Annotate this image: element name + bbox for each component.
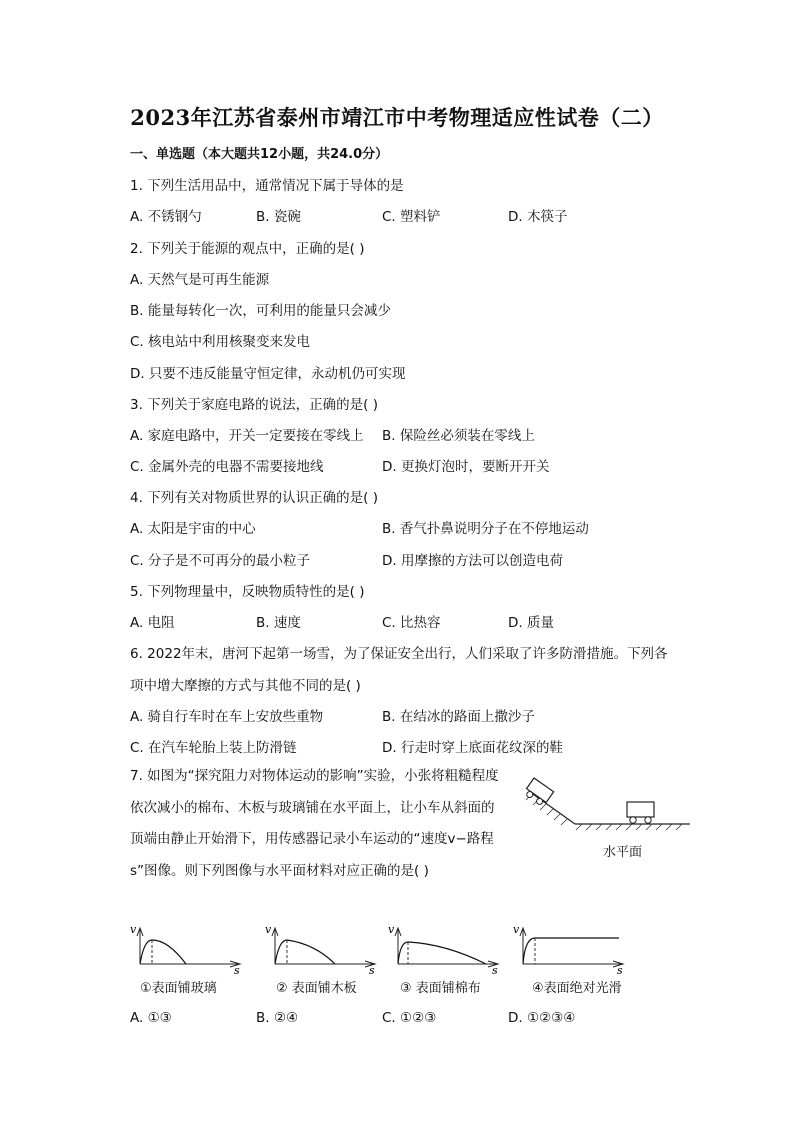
- graph-1-axis-s: s: [234, 964, 240, 977]
- v-s-graphs: [128, 922, 648, 978]
- q2-option-c: C. 核电站中利用核聚变来发电: [130, 334, 311, 350]
- question-1-stem: 1. 下列生活用品中，通常情况下属于导体的是: [130, 178, 404, 194]
- graph-3-axis-s: s: [492, 964, 498, 977]
- incline-ramp-figure: [520, 772, 700, 836]
- question-6-stem-line1: 6. 2022年末，唐河下起第一场雪，为了保证安全出行，人们采取了许多防滑措施。下列各: [130, 646, 668, 662]
- q2-option-a: A. 天然气是可再生能源: [130, 272, 270, 288]
- graph-3-cotton: [388, 923, 498, 977]
- q1-option-b: B. 瓷碗: [256, 209, 301, 225]
- question-6-stem-line2: 项中增大摩擦的方式与其他不同的是( ): [130, 678, 361, 694]
- graph-1-glass: [130, 923, 240, 977]
- q4-option-d: D. 用摩擦的方法可以创造电荷: [382, 553, 563, 569]
- q3-option-a: A. 家庭电路中，开关一定要接在零线上: [130, 428, 364, 444]
- q5-option-c: C. 比热容: [382, 615, 441, 631]
- q6-option-c: C. 在汽车轮胎上装上防滑链: [130, 740, 297, 756]
- q2-option-b: B. 能量每转化一次，可利用的能量只会减少: [130, 303, 391, 319]
- q4-option-b: B. 香气扑鼻说明分子在不停地运动: [382, 521, 589, 537]
- graph-3-caption: ③ 表面铺棉布: [400, 981, 481, 996]
- q3-option-d: D. 更换灯泡时，要断开开关: [382, 459, 550, 475]
- graph-4-frictionless: [513, 923, 623, 977]
- q3-option-c: C. 金属外壳的电器不需要接地线: [130, 459, 324, 475]
- question-4-stem: 4. 下列有关对物质世界的认识正确的是( ): [130, 490, 378, 506]
- q7-option-c: C. ①②③: [382, 1010, 437, 1026]
- question-7-stem: 7. 如图为“探究阻力对物体运动的影响”实验，小张将粗糙程度依次减小的棉布、木板与玻璃铺在水平面上，让小车从斜面的顶端由静止开始滑下，用传感器记录小车运动的“速度v−路程s”图像。则下列图像与水平面材料对应正确的是( ): [130, 768, 499, 879]
- graph-4-caption: ④表面绝对光滑: [532, 981, 622, 996]
- cart-on-ramp: [523, 778, 554, 807]
- q1-option-d: D. 木筷子: [508, 209, 568, 225]
- question-3-stem: 3. 下列关于家庭电路的说法，正确的是( ): [130, 397, 378, 413]
- graph-2-axis-s: s: [369, 964, 375, 977]
- section-heading: 一、单选题（本大题共12小题，共24.0分）: [130, 147, 389, 162]
- q7-option-a: A. ①③: [130, 1010, 172, 1026]
- q4-option-a: A. 太阳是宇宙的中心: [130, 521, 256, 537]
- question-2-stem: 2. 下列关于能源的观点中，正确的是( ): [130, 241, 365, 257]
- q3-option-b: B. 保险丝必须装在零线上: [382, 428, 535, 444]
- q7-option-d: D. ①②③④: [508, 1010, 576, 1026]
- q6-option-d: D. 行走时穿上底面花纹深的鞋: [382, 740, 563, 756]
- graph-4-axis-v: v: [513, 923, 520, 936]
- graph-2-caption: ② 表面铺木板: [276, 981, 357, 996]
- q2-option-d: D. 只要不违反能量守恒定律，永动机仍可实现: [130, 366, 406, 382]
- q1-option-c: C. 塑料铲: [382, 209, 441, 225]
- graph-2-wood: [265, 923, 375, 977]
- question-5-stem: 5. 下列物理量中，反映物质特性的是( ): [130, 584, 365, 600]
- q1-option-a: A. 不锈钢勺: [130, 209, 202, 225]
- q5-option-d: D. 质量: [508, 615, 554, 631]
- page-title: 2023年江苏省泰州市靖江市中考物理适应性试卷（二）: [130, 105, 664, 130]
- graph-1-caption: ①表面铺玻璃: [140, 981, 217, 996]
- graph-4-axis-s: s: [617, 964, 623, 977]
- q6-option-b: B. 在结冰的路面上撒沙子: [382, 709, 535, 725]
- graph-1-axis-v: v: [130, 923, 137, 936]
- q6-option-a: A. 骑自行车时在车上安放些重物: [130, 709, 324, 725]
- q4-option-c: C. 分子是不可再分的最小粒子: [130, 553, 311, 569]
- cart-on-surface: [627, 802, 654, 823]
- figure-label-horizontal-surface: 水平面: [603, 845, 643, 860]
- graph-3-axis-v: v: [388, 923, 395, 936]
- graph-2-axis-v: v: [265, 923, 272, 936]
- q5-option-b: B. 速度: [256, 615, 301, 631]
- q5-option-a: A. 电阻: [130, 615, 175, 631]
- q7-option-b: B. ②④: [256, 1010, 299, 1026]
